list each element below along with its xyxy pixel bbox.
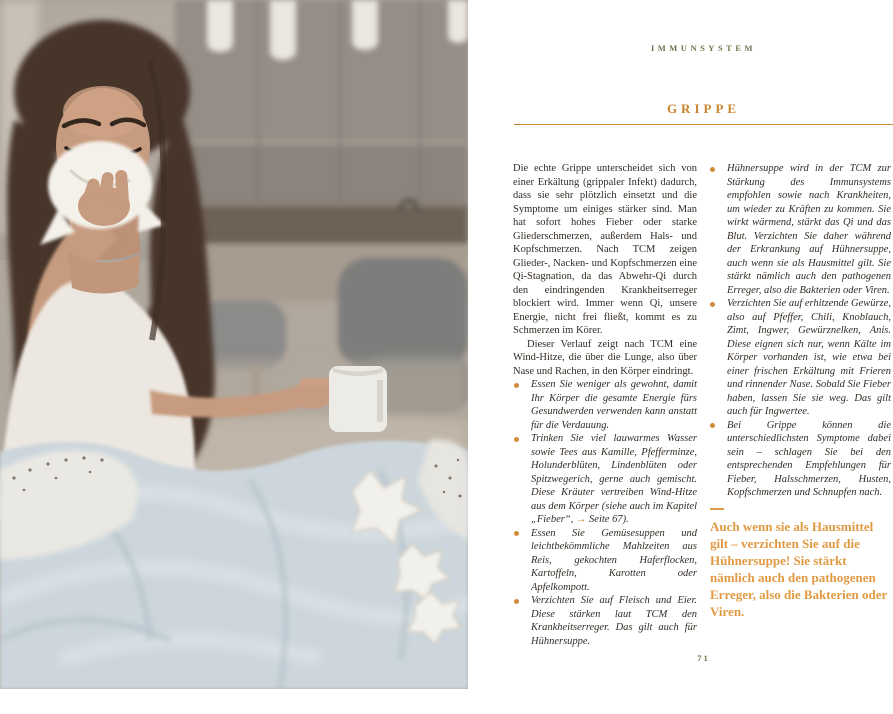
bullet-icon: [514, 437, 519, 442]
page-number: 71: [697, 653, 710, 663]
bullet-icon: [514, 599, 519, 604]
page-reference: Seite 67).: [586, 514, 629, 525]
tips-list-left: [513, 378, 697, 648]
list-item-text: Verzichten Sie auf erhitzende Gewürze, also auf Pfeffer, Chili, Knoblauch, Zimt, Ingwer, Gewürznelken, Anis. Diese eignen sich nur, wenn Kälte im Körper vorhanden ist, wie etwa bei einer frischen Erkältung mit Frieren und rinnender Nase. Sobald Sie Fieber haben, lassen Sie sie weg. Das gilt auch für Ingwertee.: [727, 298, 891, 417]
list-item: [513, 378, 697, 432]
list-item-text: Verzichten Sie auf Fleisch und Eier. Diese stärken laut TCM den Krankheitserreger. Das gilt auch für Hühnersuppe.: [531, 595, 697, 647]
list-item: [513, 594, 697, 648]
list-item-text: Trinken Sie viel lauwarmes Wasser sowie Tees aus Kamille, Pfefferminze, Holunderblüten, Lindenblüten oder Spitzwegerich, gerne auch gemischt. Diese Kräuter vertreiben Wind-Hitze aus dem Körper (siehe auch im Kapitel „Fieber“,: [531, 433, 697, 525]
quote-dash: [710, 508, 724, 510]
list-item: [513, 432, 697, 527]
quote-text: Auch wenn sie als Hausmittel gilt – verzichten Sie auf die Hühnersuppe! Sie stärkt nämlich auch den pathogenen Erreger, also die Bakterien oder Viren.: [710, 519, 888, 619]
tcm-paragraph: Dieser Verlauf zeigt nach TCM eine Wind-Hitze, die über die Lunge, also über Nase und Rachen, in den Körper eindringt.: [513, 338, 697, 377]
list-item-text: Bei Grippe können die unterschiedlichsten Symptome dabei sein – schlagen Sie bei den entsprechenden Empfehlungen für Fieber, Halsschmerzen, Husten, Kopfschmerzen und Schnupfen nach.: [727, 419, 891, 498]
blanket: [0, 440, 468, 689]
title-rule: [514, 124, 893, 125]
list-item: [709, 297, 891, 419]
mug: [329, 366, 387, 432]
pull-quote: [710, 508, 892, 620]
list-item: [709, 419, 891, 500]
list-item-text: Essen Sie weniger als gewohnt, damit Ihr Körper die gesamte Energie fürs Gesundwerden verwenden kann anstatt für die Verdauung.: [531, 379, 697, 431]
text-column-right: [709, 162, 891, 500]
list-item: [513, 527, 697, 595]
page-title: GRIPPE: [666, 101, 741, 116]
intro-paragraph: Die echte Grippe unterscheidet sich von einer Erkältung (grippaler Infekt) dadurch, dass sie sehr plötzlich einsetzt und die Symptome um einiges stärker sind. Man hat sofort hohes Fieber oder starke Gliederschmerzen, außerdem Hals- und Kopfschmerzen. Nach TCM zeigen Glieder-, Nacken- und Kopfschmerzen eine Qi-Stagnation, da das Abwehr-Qi durch den eindringenden Krankheitserreger blockiert wird. Immer wenn Qi, unsere Energie, nicht frei fließt, kommt es zu Schmerzen im Körer.: [513, 163, 697, 336]
list-item-text: Essen Sie Gemüsesuppen und leichtbekömmliche Mahlzeiten aus Reis, gekochten Haferflocken, Kartoffeln, Karotten oder Apfelkompott.: [531, 527, 697, 593]
bullet-icon: [710, 423, 715, 428]
list-item: [709, 162, 891, 297]
bullet-icon: [710, 302, 715, 307]
bullet-icon: [514, 531, 519, 536]
tips-list-right: [709, 162, 891, 500]
bullet-icon: [514, 383, 519, 388]
bullet-icon: [710, 167, 715, 172]
text-column-left: [513, 162, 697, 648]
list-item-text: Hühnersuppe wird in der TCM zur Stärkung des Immunsystems empfohlen sowie nach Krankheiten, um wieder zu Kräften zu kommen. Sie wirkt wärmend, stärkt das Qi und das Blut. Verzichten Sie daher während der Erkrankung auf Hühnersuppe, auch wenn sie als Hausmittel gilt. Sie stärkt nämlich auch den pathogenen Erreger, also die Bakterien oder Viren.: [727, 163, 891, 296]
arrow-right-icon: →: [575, 514, 587, 525]
chapter-kicker: IMMUNSYSTEM: [650, 43, 757, 53]
